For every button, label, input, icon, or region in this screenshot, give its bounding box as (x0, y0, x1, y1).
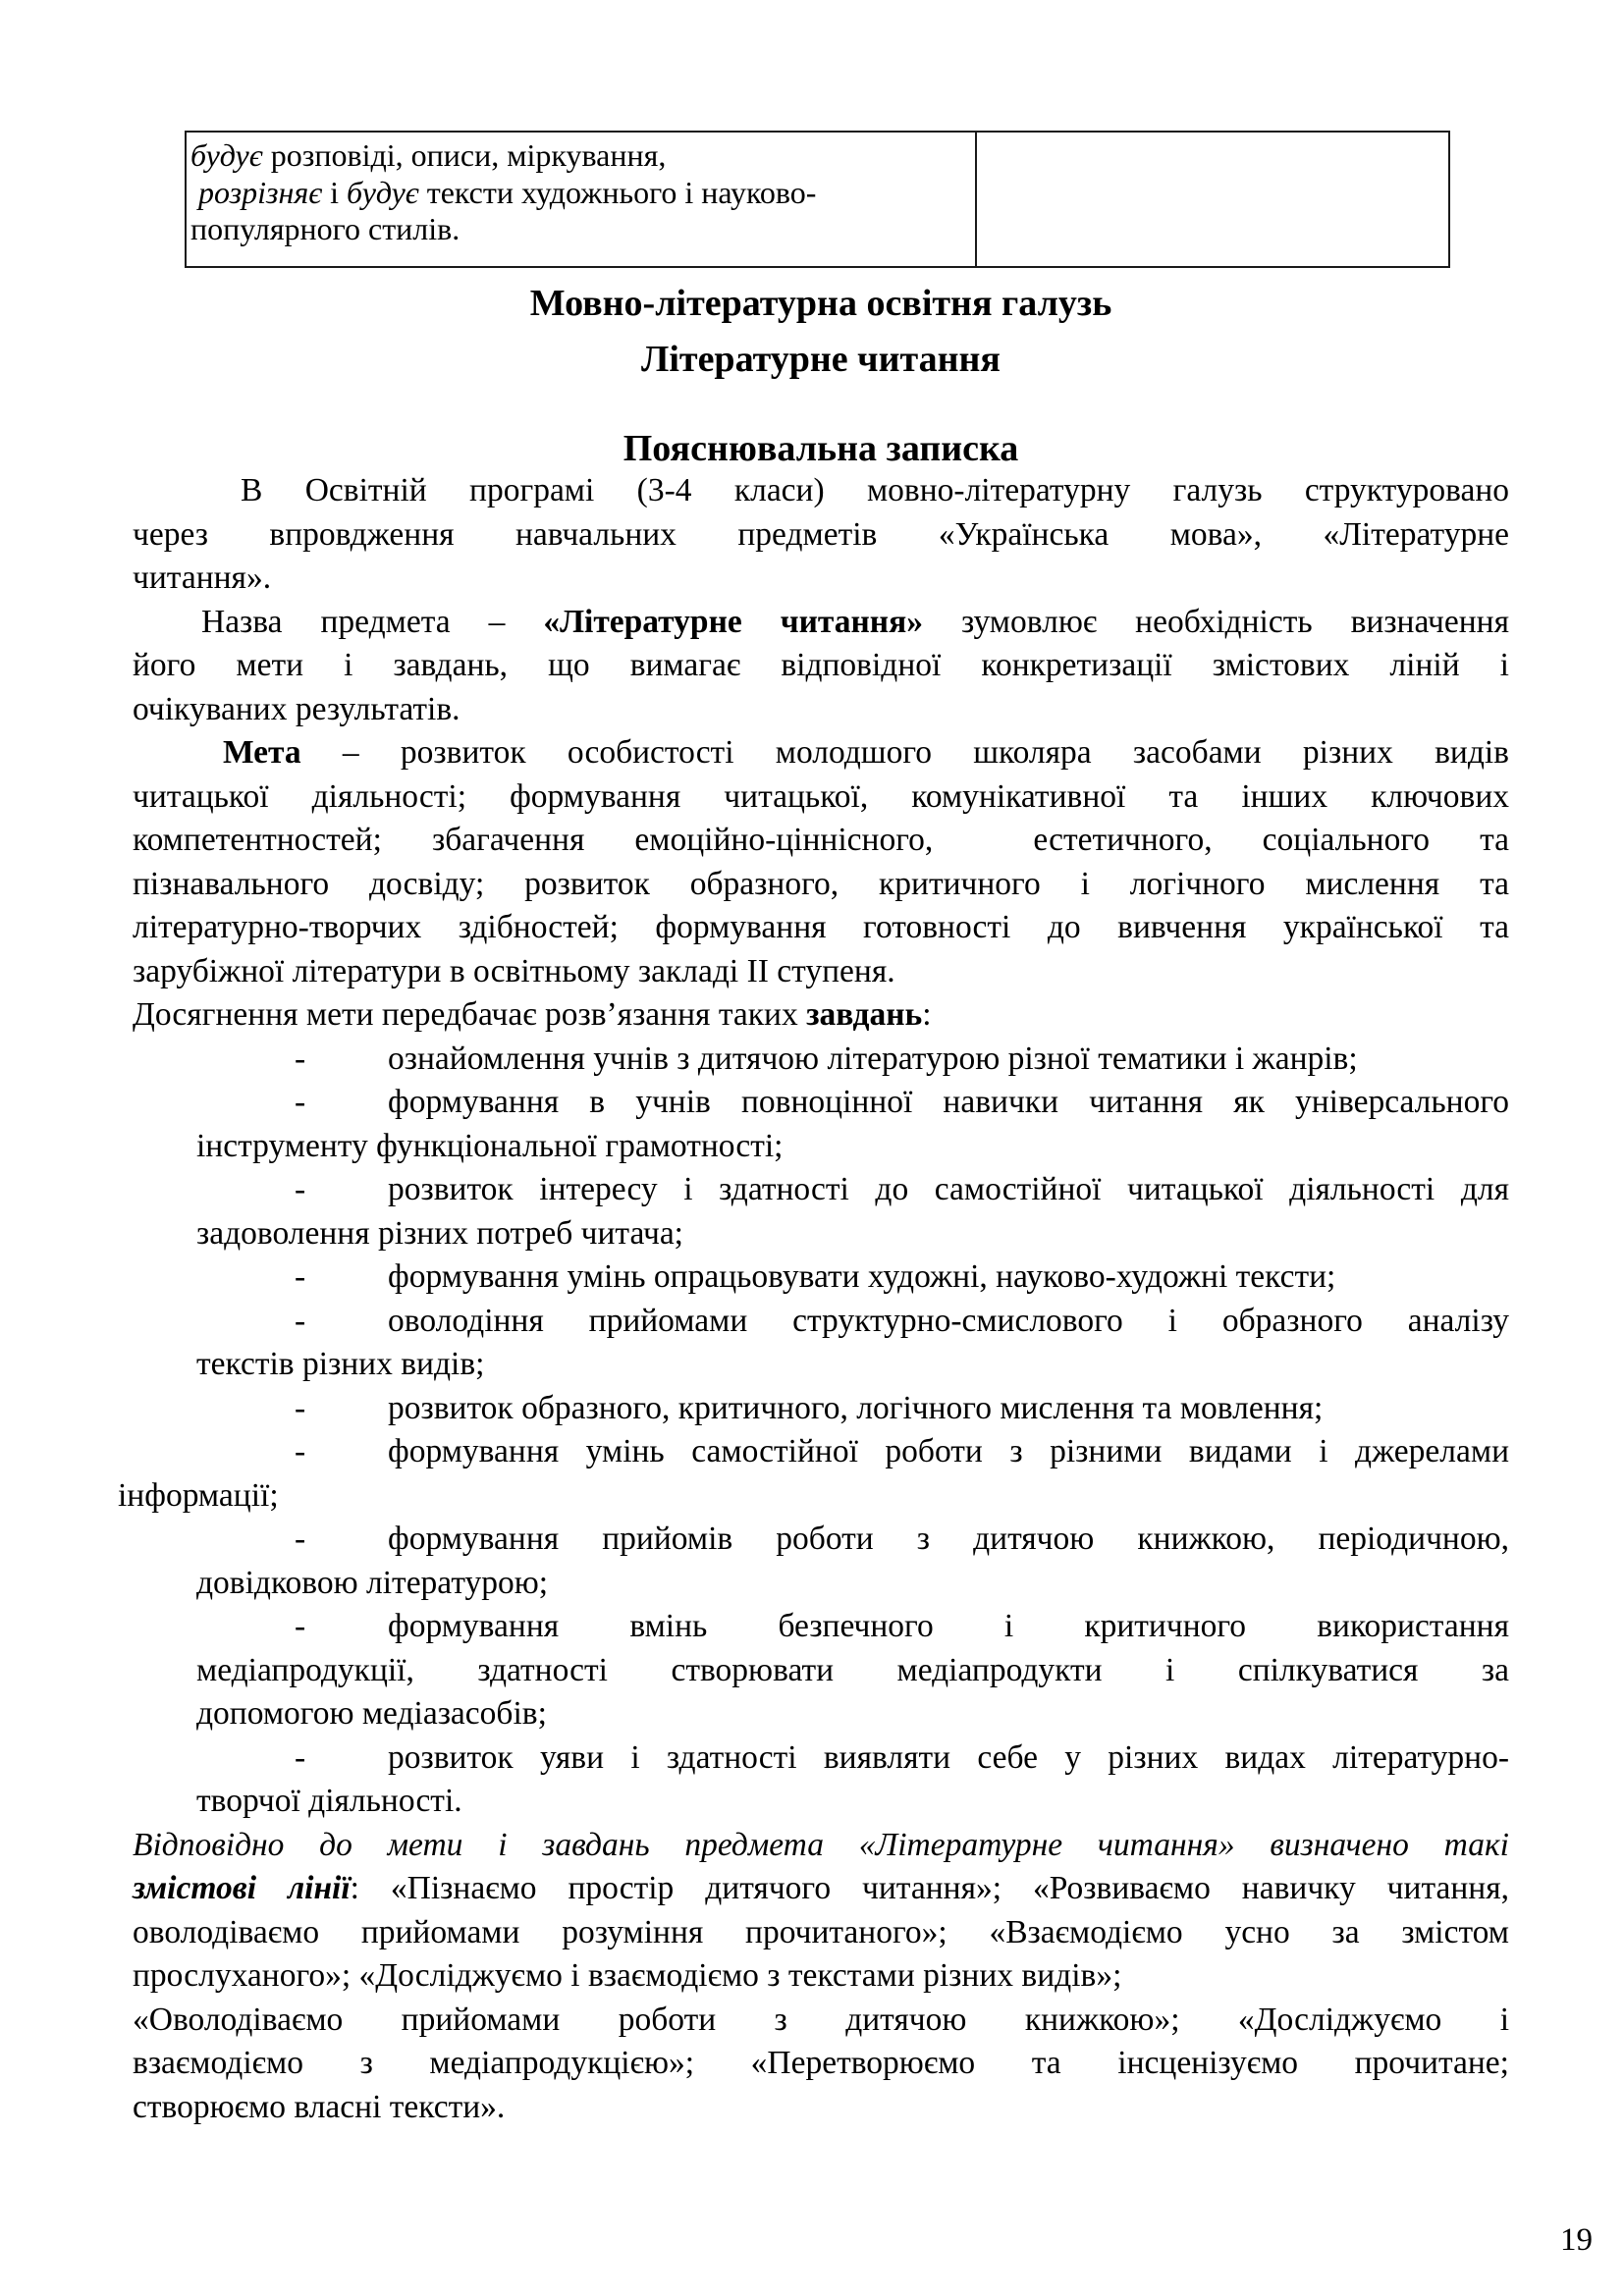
text-run: : (922, 996, 932, 1033)
text-run: через впровдження навчальних предметів «Українська мова», «Літературне (133, 515, 1509, 553)
list-dash: - (295, 1521, 306, 1557)
text-run: формування вмінь безпечного і критичного використання (388, 1608, 1509, 1644)
list-dash: - (295, 1040, 306, 1077)
text-run: «Літературне читання» (543, 603, 923, 640)
text-run: Мета (223, 734, 301, 771)
text-line (133, 513, 1509, 558)
text-line (133, 950, 1509, 994)
table-cell-text (187, 133, 977, 266)
text-run: змістові лінії (133, 1870, 351, 1906)
text-line (133, 1692, 1509, 1736)
text-run: розвиток образного, критичного, логічного мислення та мовлення; (388, 1389, 1324, 1426)
text-run: медіапродукції, здатності створювати медіапродукти і спілкуватися за (196, 1651, 1509, 1688)
text-line (133, 1300, 1509, 1344)
text-run: інструменту функціональної грамотності; (196, 1127, 784, 1164)
text-line (133, 906, 1509, 950)
text-line (133, 1736, 1509, 1781)
text-run: – розвиток особистості молодшого школяра засобами різних видів (300, 734, 1509, 771)
text-line (133, 1605, 1509, 1649)
text-run: : «Пізнаємо простір дитячого читання»; «Розвиваємо навичку читання, (350, 1870, 1510, 1906)
text-run: завдань (806, 996, 923, 1033)
text-run: формування умінь опрацьовувати художні, науково-художні тексти; (388, 1258, 1336, 1295)
text-line (133, 688, 1509, 732)
text-run: читання». (133, 560, 272, 596)
text-run: компетентностей; збагачення емоційно-ціннісного, естетичного, соціального та (133, 822, 1509, 858)
text-run: формування в учнів повноцінної навички читання як універсального (388, 1084, 1509, 1120)
text-line (133, 993, 1509, 1038)
text-run: будує (347, 174, 419, 210)
text-line (133, 2086, 1509, 2130)
text-run: і (322, 174, 348, 210)
text-line (133, 863, 1509, 907)
text-run: ознайомлення учнів з дитячою літературою різної тематики і жанрів; (388, 1040, 1358, 1077)
list-dash: - (295, 1258, 306, 1295)
text-run: оволодіваємо прийомами розуміння прочитаного»; «Взаємодіємо усно за змістом (133, 1913, 1509, 1950)
text-run: Назва предмета – (201, 603, 544, 640)
text-run: взаємодіємо з медіапродукцією»; «Перетворюємо та інсценізуємо прочитане; (133, 2045, 1509, 2081)
body-text (118, 469, 1510, 2129)
text-line (133, 1168, 1509, 1212)
text-line (133, 601, 1509, 645)
text-run: зарубіжної літератури в освітньому закладі ІІ ступеня. (133, 952, 895, 989)
text-line (133, 731, 1509, 775)
text-line (133, 1081, 1509, 1125)
text-line (133, 469, 1509, 513)
text-line (133, 1343, 1509, 1387)
page-number: 19 (1560, 2222, 1593, 2258)
text-run: формування умінь самостійної роботи з різними видами і джерелами (388, 1433, 1509, 1469)
text-line (133, 1911, 1509, 1955)
text-line (133, 1125, 1509, 1169)
text-run: «Оволодіваємо прийомами роботи з дитячою книжкою»; «Досліджуємо і (133, 2001, 1509, 2038)
text-line (133, 1824, 1509, 1868)
text-run: розповіді, описи, міркування, (262, 137, 667, 173)
text-run: пізнавального досвіду; розвиток образного, критичного і логічного мислення та (133, 865, 1509, 902)
text-run: зумовлює необхідність визначення (922, 603, 1509, 640)
text-line (133, 1999, 1509, 2043)
text-run: літературно-творчих здібностей; формування готовності до вивчення української та (133, 909, 1509, 945)
text-run: текстів різних видів; (196, 1346, 485, 1382)
text-line (133, 775, 1509, 820)
text-run: прослуханого»; «Досліджуємо і взаємодіємо з текстами різних видів»; (133, 1957, 1122, 1994)
table-row-line (190, 137, 967, 175)
text-line (133, 644, 1509, 688)
list-dash: - (295, 1608, 306, 1644)
text-run: будує (190, 137, 263, 173)
text-run: допомогою медіазасобів; (196, 1695, 547, 1732)
text-run: задоволення різних потреб читача; (196, 1214, 683, 1252)
text-line (133, 1387, 1509, 1431)
text-run: В Освітній програмі (3-4 класи) мовно-літературну галузь структуровано (241, 472, 1509, 508)
heading-section: Пояснювальна записка (623, 428, 1019, 469)
text-run: розвиток уяви і здатності виявляти себе у різних видах літературно- (388, 1738, 1509, 1776)
text-run: оволодіння прийомами структурно-смислового і образного аналізу (388, 1302, 1509, 1339)
results-table (185, 131, 1450, 268)
list-dash: - (295, 1171, 306, 1207)
text-line (133, 2042, 1509, 2086)
text-run: читацької діяльності; формування читацької, комунікативної та інших ключових (133, 777, 1509, 815)
text-line (133, 1212, 1509, 1256)
text-run: створюємо власні тексти». (133, 2088, 506, 2125)
text-run: популярного стилів. (190, 211, 460, 246)
text-line (133, 1255, 1509, 1300)
text-line (133, 1954, 1509, 1999)
text-run: формування прийомів роботи з дитячою книжкою, періодичною, (388, 1521, 1509, 1557)
text-run: розвиток інтересу і здатності до самостійної читацької діяльності для (388, 1171, 1509, 1207)
list-dash: - (295, 1302, 306, 1339)
text-line (133, 1038, 1509, 1082)
text-line (133, 557, 1509, 601)
text-line (133, 1780, 1509, 1824)
text-run: Відповідно до мети і завдань предмета «Літературне читання» визначено такі (133, 1826, 1509, 1863)
heading-subject: Літературне читання (641, 339, 1001, 380)
text-line (133, 1867, 1509, 1911)
text-line (118, 1474, 1509, 1519)
table-cell-empty (977, 133, 1448, 266)
table-row-line (190, 211, 967, 248)
text-run: очікуваних результатів. (133, 690, 460, 727)
text-line (133, 819, 1509, 863)
list-dash: - (295, 1389, 306, 1426)
text-run: творчої діяльності. (196, 1783, 462, 1819)
list-dash: - (295, 1738, 306, 1776)
table-row-line (190, 175, 967, 212)
text-line (133, 1649, 1509, 1693)
text-line (133, 1518, 1509, 1562)
text-run: розрізняє (198, 174, 323, 210)
text-run: тексти художнього і науково- (418, 174, 817, 210)
text-run: Досягнення мети передбачає розв’язання таких (133, 996, 807, 1033)
list-dash: - (295, 1433, 306, 1469)
text-run: його мети і завдань, що вимагає відповідної конкретизації змістових ліній і (133, 647, 1509, 683)
text-run: інформації; (118, 1476, 279, 1514)
text-line (133, 1430, 1509, 1474)
list-dash: - (295, 1084, 306, 1120)
text-run (190, 175, 198, 210)
text-line (133, 1562, 1509, 1606)
heading-domain: Мовно-літературна освітня галузь (529, 283, 1112, 324)
headings-block (133, 276, 1509, 477)
text-run: довідковою літературою; (196, 1564, 549, 1601)
